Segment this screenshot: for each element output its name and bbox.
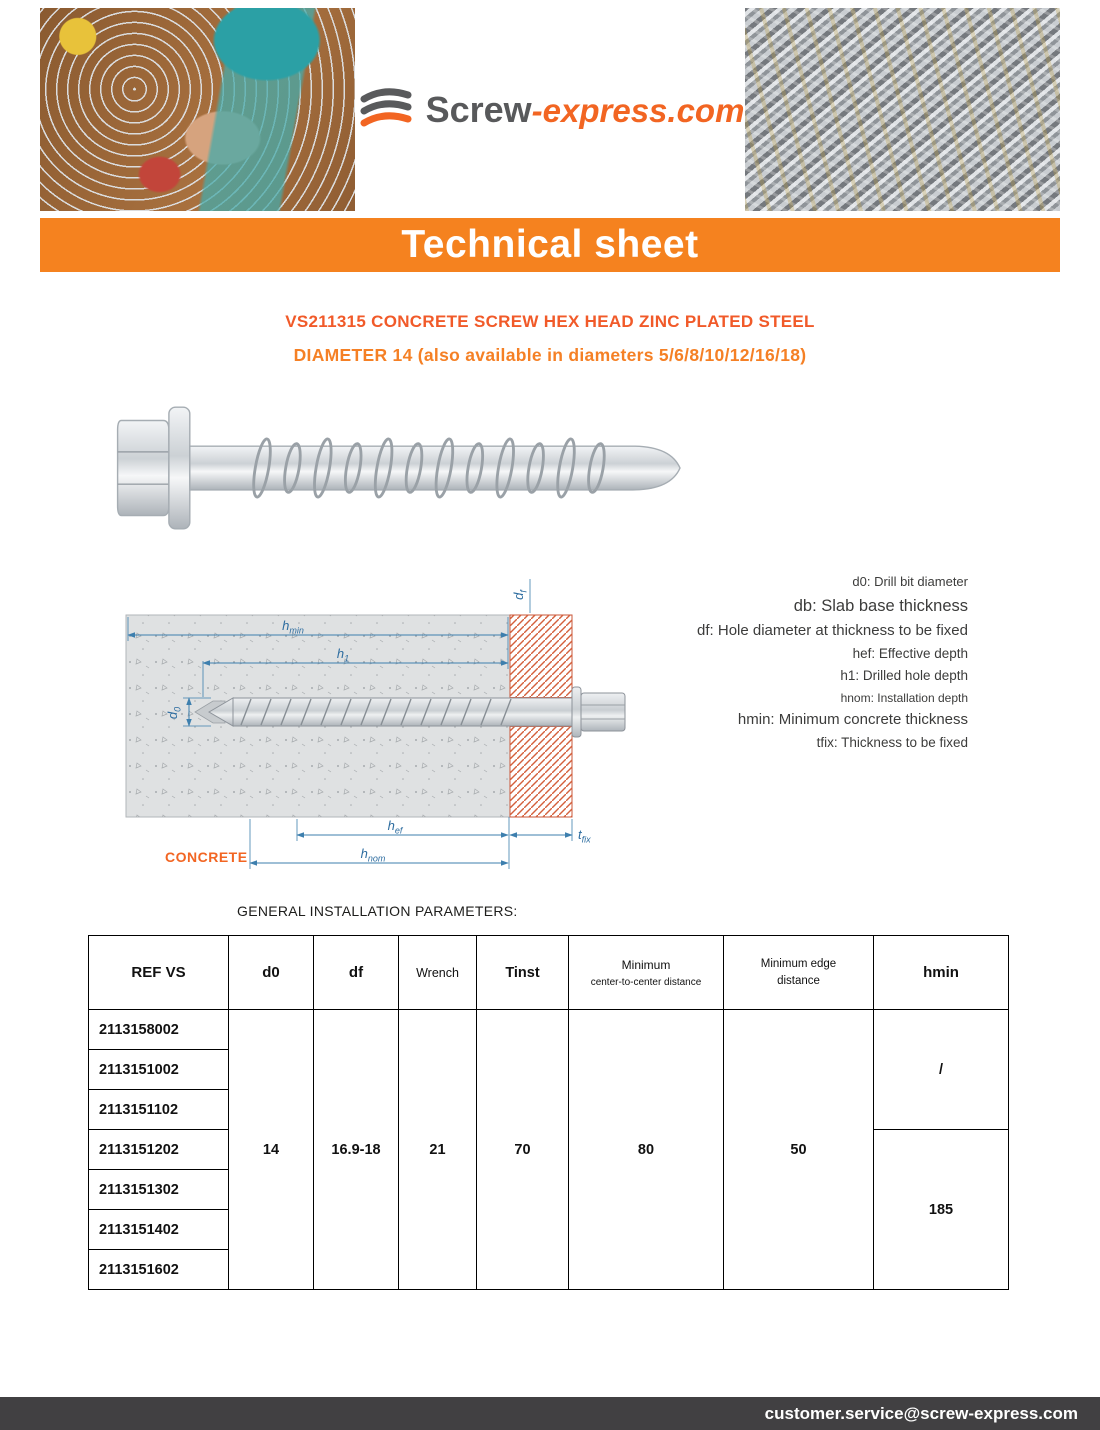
legend-item: hef: Effective depth <box>852 646 968 662</box>
ref-cell: 2113151402 <box>89 1210 229 1250</box>
d0-value: 14 <box>229 1010 314 1290</box>
hmin-value-top: / <box>874 1010 1009 1130</box>
header-tinst: Tinst <box>477 936 569 1010</box>
ref-cell: 2113151102 <box>89 1090 229 1130</box>
ctc-value: 80 <box>569 1010 724 1290</box>
ref-cell: 2113151302 <box>89 1170 229 1210</box>
workbench-photo <box>40 8 355 211</box>
section-title: GENERAL INSTALLATION PARAMETERS: <box>237 903 518 919</box>
legend-item: h1: Drilled hole depth <box>840 668 968 684</box>
diagram-section <box>0 574 1100 889</box>
legend-item: hnom: Installation depth <box>840 690 968 705</box>
header-wrench: Wrench <box>399 936 477 1010</box>
table-header-row <box>89 936 1009 1010</box>
dim-label-hnom: $h_{nom}$ <box>360 846 386 864</box>
product-title-line1: VS211315 CONCRETE SCREW HEX HEAD ZINC PLATED STEEL <box>285 312 815 331</box>
edge-value: 50 <box>724 1010 874 1290</box>
logo-brand: Screw <box>425 88 532 130</box>
ref-cell: 2113151002 <box>89 1050 229 1090</box>
footer-bar <box>0 1397 1100 1430</box>
dim-label-tfix: $t_{fix}$ <box>578 827 591 845</box>
screw-hex-head <box>118 421 169 516</box>
wrench-value: 21 <box>399 1010 477 1290</box>
ref-cell: 2113151602 <box>89 1250 229 1290</box>
dim-label-d0: $d_0$ <box>165 706 183 720</box>
screw-washer <box>572 687 581 737</box>
logo-swoosh-icon <box>356 87 416 133</box>
concrete-label: CONCRETE <box>165 849 248 865</box>
table-row <box>89 1010 1009 1050</box>
header <box>40 8 1060 211</box>
legend-item: df: Hole diameter at thickness to be fixed <box>697 621 968 639</box>
screw-flange <box>169 407 190 529</box>
legend-item: db: Slab base thickness <box>793 596 968 615</box>
header-d0: d0 <box>229 936 314 1010</box>
installation-parameters-table <box>88 935 1009 1290</box>
screws-photo <box>745 8 1060 211</box>
contact-email: customer.service@screw-express.com <box>764 1403 1078 1423</box>
header-ref-vs: REF VS <box>89 936 229 1010</box>
logo-suffix: -express.com <box>531 91 745 129</box>
dimension-legend <box>588 569 968 756</box>
installation-diagram <box>125 577 645 889</box>
ref-cell: 2113158002 <box>89 1010 229 1050</box>
dim-label-df: $d_f$ <box>511 590 529 600</box>
legend-item: tfix: Thickness to be fixed <box>816 734 968 750</box>
dim-label-hmin: $h_{min}$ <box>282 618 304 636</box>
header-center-to-center: Minimum center-to-center distance <box>569 936 724 1010</box>
product-titles <box>0 312 1100 366</box>
tinst-value: 70 <box>477 1010 569 1290</box>
header-hmin: hmin <box>874 936 1009 1010</box>
header-df: df <box>314 936 399 1010</box>
ref-cell: 2113151202 <box>89 1130 229 1170</box>
product-title-line2: DIAMETER 14 (also available in diameters 5/6/8/10/12/16/18) <box>293 345 807 365</box>
hmin-value-bottom: 185 <box>874 1130 1009 1290</box>
header-edge-distance: Minimum edge distance <box>724 936 874 1010</box>
legend-item: d0: Drill bit diameter <box>852 574 968 589</box>
logo-text <box>426 89 745 131</box>
dim-label-h1: $h_1$ <box>336 646 350 664</box>
banner-title: Technical sheet <box>401 223 699 266</box>
product-screw-image <box>85 392 705 544</box>
legend-item: hmin: Minimum concrete thickness <box>737 710 968 728</box>
df-value: 16.9-18 <box>314 1010 399 1290</box>
logo <box>355 8 745 211</box>
technical-sheet-banner <box>40 218 1060 272</box>
dim-label-hef: $h_{ef}$ <box>387 818 403 836</box>
